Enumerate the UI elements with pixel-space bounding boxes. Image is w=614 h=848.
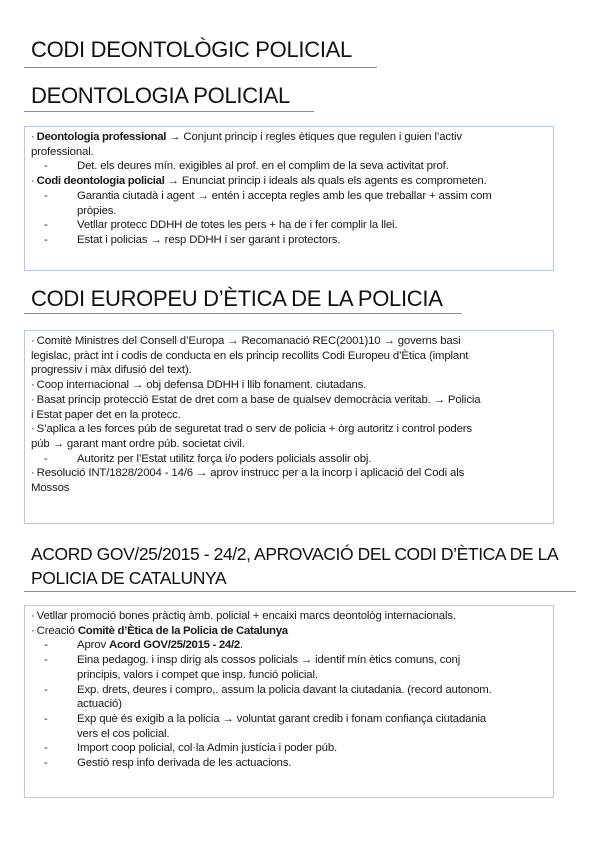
section-heading-codi-europeu: CODI EUROPEU D’ÈTICA DE LA POLICIA xyxy=(31,286,443,311)
bullet-line: · Basat princip protecció Estat de dret com a base de qualsev democràcia veritab. → Policia xyxy=(31,393,481,406)
bullet-line: · Deontologia professional → Conjunt princip i regles ètiques que regulen i guien l’activ xyxy=(31,131,462,143)
bullet-line: · Coop internacional → obj defensa DDHH i llib fonament. ciutadans. xyxy=(31,379,367,392)
sub-item-cont: principis, valors i compet que insp. funció policial. xyxy=(77,668,318,681)
sub-item: - Garantia ciutadà i agent → entén i accepta regles amb les que treballar + assim com xyxy=(44,189,492,202)
section-heading-acord-1: ACORD GOV/25/2015 - 24/2, APROVACIÓ DEL CODI D’ÈTICA DE LA xyxy=(31,544,559,564)
sub-item-cont: actuació) xyxy=(77,698,122,711)
section-heading-deontologia: DEONTOLOGIA POLICIAL xyxy=(31,83,290,108)
section-heading-acord-2: POLICIA DE CATALUNYA xyxy=(31,568,227,588)
bullet-line: · Creació Comitè d’Ètica de la Policia de Catalunya xyxy=(31,624,288,637)
bullet-line: · Resolució INT/1828/2004 - 14/6 → aprov instrucc per a la incorp i aplicació del Codi als xyxy=(31,467,465,480)
sub-item: - Exp. drets, deures i compro,. assum la policia davant la ciutadania. (record autonom. xyxy=(44,683,492,696)
bullet-line: · Comitè Ministres del Consell d’Europa → Recomanació REC(2001)10 → governs basi xyxy=(31,335,461,347)
box-deontologia xyxy=(24,126,554,271)
text-line: legislac, pràct int i codis de conducta en els princip recollits Codi Europeu d’Ètica (implant xyxy=(31,349,469,362)
text-line: Mossos xyxy=(31,482,70,495)
section-underline xyxy=(24,313,462,314)
sub-item: - Gestió resp info derivada de les actuacions. xyxy=(44,757,292,770)
sub-item: - Exp què és exigib a la policia → voluntat garant credib i fonam confiança ciutadania xyxy=(44,712,487,725)
bullet-line: · S’aplica a les forces púb de seguretat trad o serv de policia + òrg autoritz i control poders xyxy=(31,423,472,436)
sub-item: - Autoritz per l’Estat utilitz força i/o poders policials assolir obj. xyxy=(44,452,372,465)
sub-item: - Eina pedagog. i insp dirig als cossos policials → identif mín ètics comuns, conj xyxy=(44,654,461,667)
bullet-line: · Vetllar promoció bones pràctiq àmb. policial + encaixi marcs deontològ internacionals. xyxy=(31,610,456,622)
text-line: progressiv i màx difusió del text). xyxy=(31,364,192,377)
sub-item: - Aprov Acord GOV/25/2015 - 24/2. xyxy=(44,639,243,652)
sub-item: - Import coop policial, col·la Admin justícia i poder púb. xyxy=(44,742,338,755)
text-line: púb → garant mant ordre púb. societat civil. xyxy=(31,437,245,450)
sub-item: - Vetllar protecc DDHH de totes les pers + ha de i fer complir la llei. xyxy=(44,219,398,232)
section-underline xyxy=(24,111,314,112)
sub-item: - Det. els deures mín. exigibles al prof. en el complim de la seva activitat prof. xyxy=(44,160,449,173)
box-codi-europeu xyxy=(24,330,554,524)
text-line: professional. xyxy=(31,145,94,158)
section-underline xyxy=(24,591,576,592)
bullet-line: · Codi deontologia policial → Enunciat princip i ideals als quals els agents es comprometen. xyxy=(31,175,487,188)
sub-item-cont: vers el cos policial. xyxy=(77,727,170,740)
title-underline xyxy=(24,67,377,68)
sub-item-cont: pròpies. xyxy=(77,204,117,217)
sub-item: - Estat i policias → resp DDHH i ser garant i protectors. xyxy=(44,233,341,246)
page-title: CODI DEONTOLÒGIC POLICIAL xyxy=(31,37,352,62)
box-acord xyxy=(24,605,554,798)
text-line: i Estat paper det en la protecc. xyxy=(31,408,181,421)
